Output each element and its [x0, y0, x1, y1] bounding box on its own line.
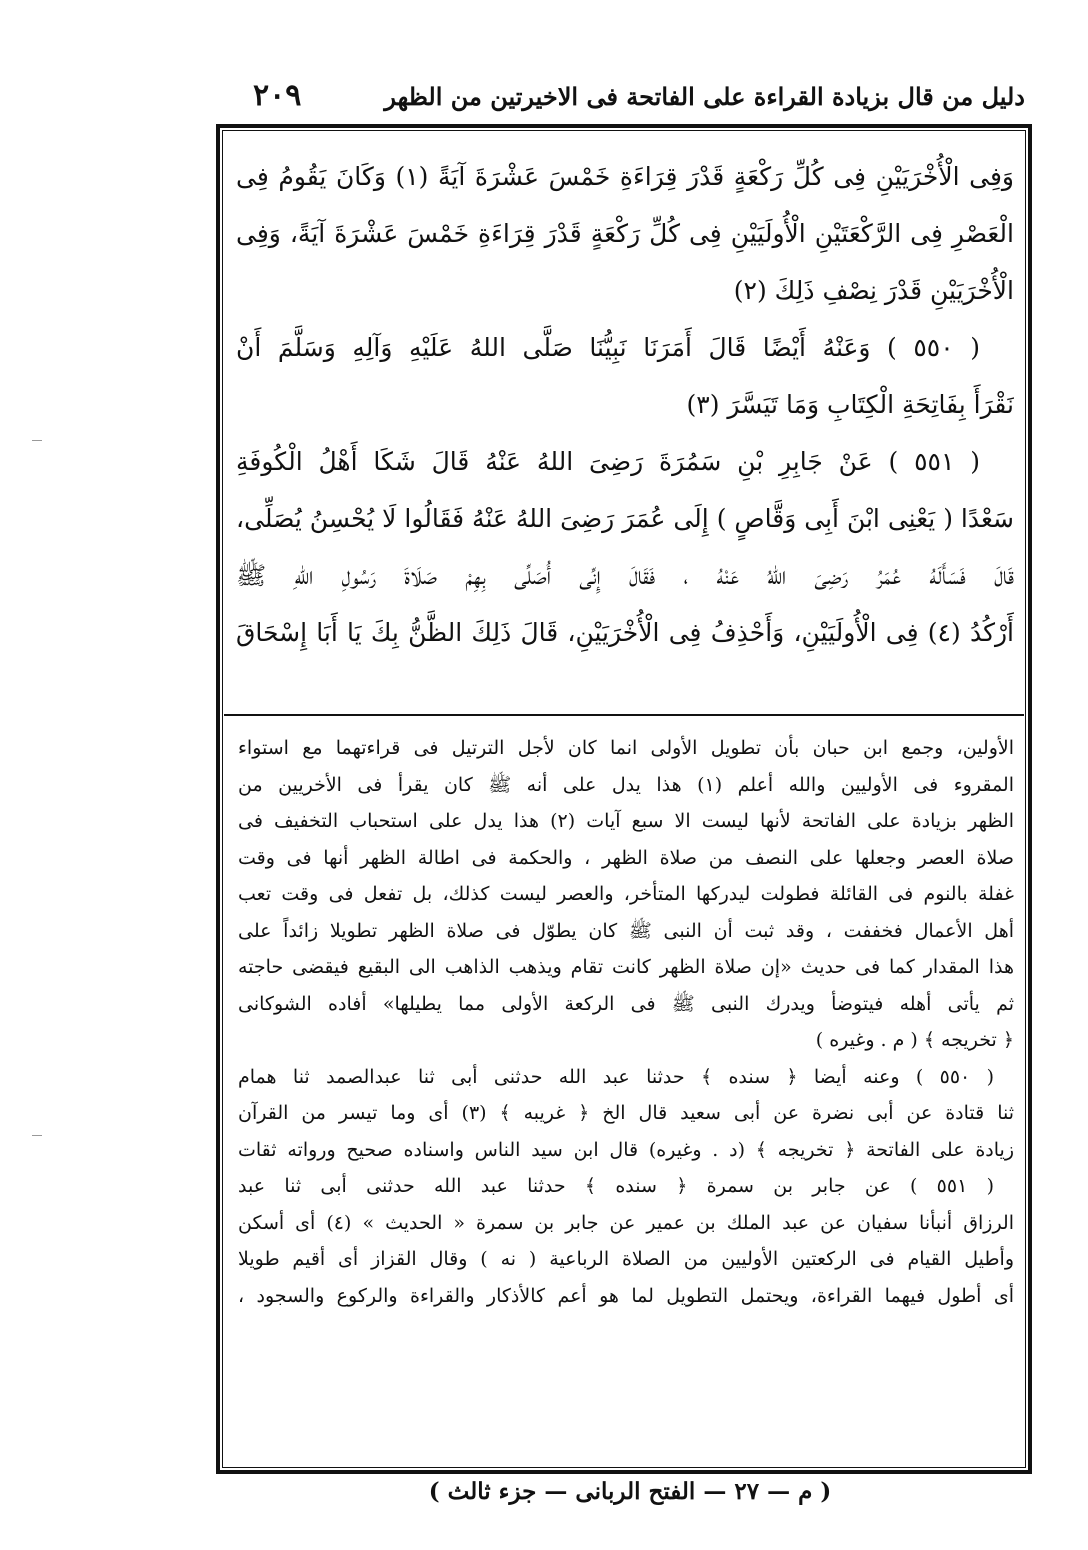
margin-mark [32, 440, 42, 441]
commentary-text [238, 730, 1014, 1314]
commentary-line: وأطيل القيام فى الركعتين الأوليين من الصلاة الرباعية ( نه ) وقال القزاز أى أقيم طويلا [238, 1248, 1014, 1270]
running-title: دليل من قال بزيادة القراءة على الفاتحة فى الاخيرتين من الظهر [384, 82, 1025, 111]
commentary-line: هذا المقدار كما فى حديث «إن صلاة الظهر كانت تقام ويذهب الذاهب الى البقيع فيقضى حاجته [238, 956, 1014, 978]
commentary-line: ( ٥٥٠ ) وعنه أيضا ﴿ سنده ﴾ حدثنا عبد الله حدثنى أبى ثنا عبدالصمد ثنا همام [238, 1065, 994, 1088]
commentary-line: ثنا قتادة عن أبى نضرة عن أبى سعيد قال الخ ﴿ غريبه ﴾ (٣) أى وما تيسر من القرآن [238, 1102, 1014, 1124]
hadith-line: نَقْرَأَ بِفَاتِحَةِ الْكِتَابِ وَمَا تَيَسَّرَ (٣) [686, 390, 1014, 419]
hadith-line: ( ٥٥٠ ) وَعَنْهُ أَيْضًا قَالَ أَمَرَنَا نَبِيُّنَا صَلَّى اللهُ عَلَيْهِ وَآلِهِ وَسَلَّمَ أَنْ [236, 333, 980, 362]
hadith-line: الْعَصْرِ فِى الرَّكْعَتَيْنِ الْأُولَيَيْنِ فِى كُلِّ رَكْعَةٍ قَدْرَ قِرَاءَةِ خَمْسَ عَشْرَةَ آيَةً، وَفِى [236, 219, 1014, 248]
commentary-line: غفلة بالنوم فى القائلة فطولت ليدركها المتأخر، والعصر ليست كذلك، بل تفعل فى وقت تعب [238, 883, 1014, 905]
commentary-line: أى أطول فيهما القراءة، ويحتمل التطويل لما هو أعم كالأذكار والقراءة والركوع والسجود ، [238, 1284, 1014, 1307]
hadith-line: قَالَ فَسَأَلَهُ عُمَرُ رَضِىَ اللهُ عَنْهُ ، فَقَالَ إِنِّى أُصَلِّى بِهِمْ صَلَاةَ رَسُولِ اللهِ ﷺ [236, 561, 1014, 590]
page-number: ٢٠٩ [253, 78, 302, 113]
commentary-line: أهل الأعمال فخففت ، وقد ثبت أن النبى ﷺ كان يطوّل فى صلاة الظهر تطويلا زائداً على [238, 919, 1014, 942]
footnote-separator [224, 714, 1024, 716]
hadith-line: الْأُخْرَيَيْنِ قَدْرَ نِصْفِ ذَلِكَ (٢) [733, 276, 1014, 305]
commentary-line: ( ٥٥١ ) عن جابر بن سمرة ﴿ سنده ﴾ حدثنا عبد الله حدثنى أبى ثنا عبد [238, 1175, 994, 1197]
hadith-line: ( ٥٥١ ) عَنْ جَابِرِ بْنِ سَمُرَةَ رَضِىَ اللهُ عَنْهُ قَالَ شَكَا أَهْلُ الْكُوفَةِ [236, 447, 980, 476]
commentary-line: الأولين، وجمع ابن حبان بأن تطويل الأولى انما كان لأجل الترتيل فى قراءتهما مع استواء [238, 737, 1014, 759]
margin-mark [32, 1135, 42, 1136]
hadith-line: وَفِى الْأُخْرَيَيْنِ فِى كُلِّ رَكْعَةٍ قَدْرَ قِرَاءَةِ خَمْسَ عَشْرَةَ آيَةً (١) وَكَانَ يَقُومُ فِى [236, 162, 1014, 191]
commentary-line: الرزاق أنبأنا سفيان عن عبد الملك بن عمير عن جابر بن سمرة « الحديث » (٤) أى أسكن [238, 1211, 1014, 1234]
commentary-line: ثم يأتى أهله فيتوضأ ويدرك النبى ﷺ فى الركعة الأولى مما يطيلها» أفاده الشوكانى [238, 992, 1014, 1015]
commentary-line: ﴿ تخريجه ﴾ ( م . وغيره ) [815, 1029, 1014, 1051]
commentary-line: زيادة على الفاتحة ﴿ تخريجه ﴾ (د . وغيره) قال ابن سيد الناس واسناده صحيح ورواته ثقات [238, 1138, 1014, 1161]
hadith-text [236, 148, 1014, 661]
hadith-line: سَعْدًا ( يَعْنِى ابْنَ أَبِى وَقَّاصٍ ) إِلَى عُمَرَ رَضِىَ اللهُ عَنْهُ فَقَالُوا لَا يُحْسِنُ يُصَلِّى، [236, 504, 1014, 533]
commentary-line: صلاة العصر وجعلها على النصف من صلاة الظهر ، والحكمة فى اطالة الظهر أنها فى وقت [238, 846, 1014, 869]
running-header [225, 78, 1025, 122]
commentary-line: الظهر بزيادة على الفاتحة لأنها ليست الا سبع آيات (٢) هذا يدل على استحباب التخفيف فى [238, 810, 1014, 832]
commentary-line: المقروء فى الأوليين والله أعلم (١) هذا يدل على أنه ﷺ كان يقرأ فى الأخريين من [238, 773, 1014, 796]
hadith-line: أَرْكُدُ (٤) فِى الْأُولَيَيْنِ، وَأَحْذِفُ فِى الْأُخْرَيَيْنِ، قَالَ ذَلِكَ الظَّنُّ بِكَ يَا أَبَا إِسْحَاقَ [236, 618, 1014, 647]
page-footer: ( م — ٢٧ — الفتح الربانى — جزء ثالث ) [428, 1478, 832, 1505]
